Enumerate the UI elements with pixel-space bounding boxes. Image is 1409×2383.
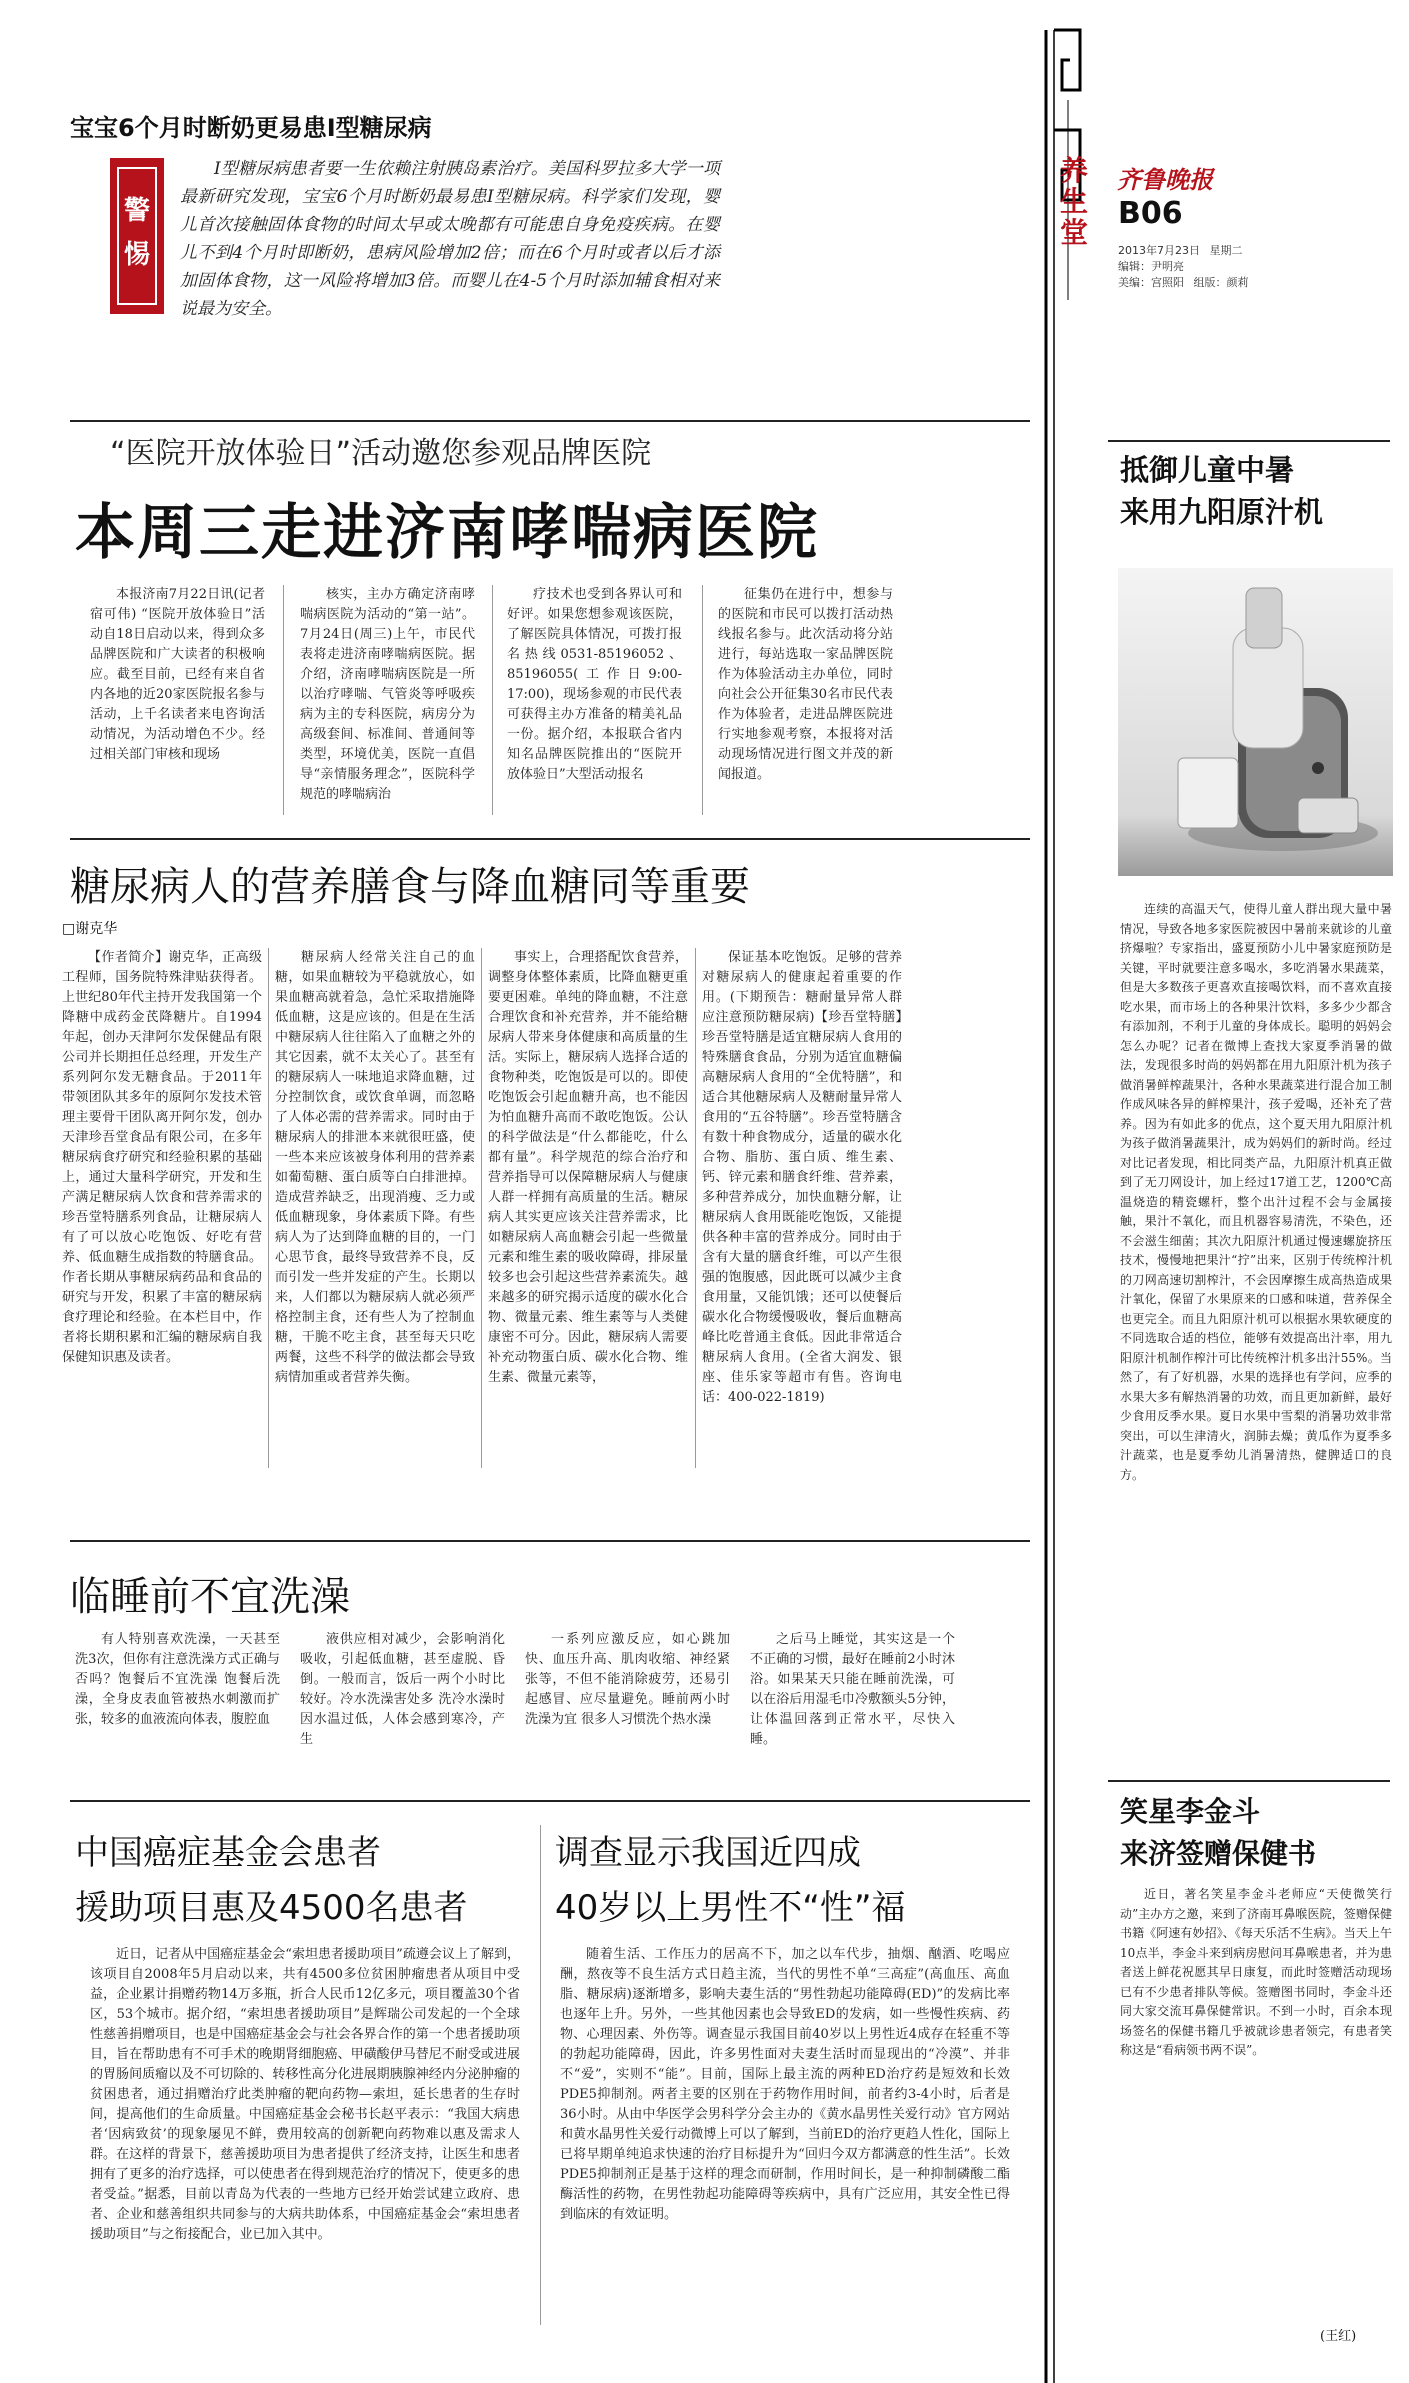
divider (540, 1825, 541, 2325)
alert-badge (110, 158, 164, 314)
diabetes-col-4: 保证基本吃饱饭。足够的营养对糖尿病人的健康起着重要的作用。(下期预告：糖耐量异常人群应注意预防糖尿病)【珍吾堂特膳】珍吾堂特膳是适宜糖尿病人食用的特殊膳食食品，分别为适宜血糖偏高糖尿病人食用的“全优特膳”，和适合其他糖尿病人及糖耐量异常人食用的“五谷特膳”。珍吾堂特膳含有数十种食物成分，适量的碳水化合物、脂肪、蛋白质、维生素、钙、锌元素和膳食纤维、营养素，多种营养成分，加快血糖分解，让糖尿病人食用既能吃饱饭，又能提供各种丰富的营养成分。同时由于含有大量的膳食纤维，可以产生很强的饱腹感，因此既可以减少主食食用量，又能饥饿；还可以使餐后碳水化合物缓慢吸收，餐后血糖高峰比吃普通主食低。因此非常适合糖尿病人食用。(全省大润发、银座、佳乐家等超市有售。咨询电话：400-022-1819) (702, 950, 902, 1405)
comedian-headline-line2: 来济签赠保健书 (1120, 1837, 1317, 1870)
comedian-headline-line1: 笑星李金斗 (1120, 1795, 1261, 1828)
diabetes-col-1: 【作者简介】谢克华，正高级工程师，国务院特殊津贴获得者。上世纪80年代主持开发我国第一个降糖中成药金芪降糖片。自1994年起，创办天津阿尔发保健品有限公司并长期担任总经理，开发生产系列阿尔发无糖食品。于2011年带领团队其多年的原阿尔发技术管理主要骨干团队离开阿尔发，创办天津珍吾堂食品有限公司，在多年糖尿病食疗研究和经验积累的基础上，通过大量科学研究，开发和生产满足糖尿病人饮食和营养需求的珍吾堂特膳系列食品，让糖尿病人有了可以放心吃饱饭、好吃有营养、低血糖生成指数的特膳食品。作者长期从事糖尿病药品和食品的研究与开发，积累了丰富的糖尿病食疗理论和经验。在本栏目中，作者将长期积累和汇编的糖尿病自我保健知识惠及读者。 (62, 950, 262, 1365)
cancer-headline-line2: 援助项目惠及4500名患者 (75, 1888, 468, 1928)
bath-col-4: 之后马上睡觉，其实这是一个不正确的习惯，最好在睡前2小时沐浴。如果某天只能在睡前洗澡，可以在浴后用湿毛巾冷敷额头5分钟，让体温回落到正常水平，尽快入睡。 (750, 1632, 955, 1747)
hospital-kicker: “医院开放体验日”活动邀您参观品牌医院 (110, 436, 652, 471)
hospital-col-4: 征集仍在进行中，想参与的医院和市民可以拨打活动热线报名参与。此次活动将分站进行，每站选取一家品牌医院作为体验活动主办单位，同时向社会公开征集30名市民代表作为体验者，走进品牌医院进行实地参观考察，本报将对活动现场情况进行图文并茂的新闻报道。 (718, 587, 893, 782)
issue-weekday: 星期二 (1209, 244, 1243, 257)
bath-col-2: 液供应相对减少，会影响消化吸收，引起低血糖，甚至虚脱、昏倒。一般而言，饭后一两个小时比较好。冷水洗澡害处多 洗冷水澡时因水温过低，人体会感到寒冷，产生 (300, 1632, 505, 1747)
issue-date: 2013年7月23日 (1118, 244, 1200, 257)
alert-body: I型糖尿病患者要一生依赖注射胰岛素治疗。美国科罗拉多大学一项最新研究发现，宝宝6个月时断奶最易患I型糖尿病。科学家们发现，婴儿首次接触固体食物的时间太早或太晚都有可能患自身免疫疾病。在婴儿不到4个月时即断奶，患病风险增加2倍；而在6个月时或者以后才添加固体食物，这一风险将增加3倍。而婴儿在4-5个月时添加辅食相对来说最为安全。 (180, 159, 720, 319)
editor-credit: 编辑：尹明亮 (1118, 260, 1184, 273)
heatstroke-body: 连续的高温天气，使得儿童人群出现大量中暑情况，导致各地多家医院被因中暑前来就诊的儿童挤爆啦？专家指出，盛夏预防小儿中暑家庭预防是关键，平时就要注意多喝水，多吃消暑水果蔬菜，但是大多数孩子更喜欢直接喝饮料，而不喜欢直接吃水果，而市场上的各种果汁饮料，多多少少都含有添加剂，不利于儿童的身体成长。聪明的妈妈会怎么办呢？记者在微博上查找大家夏季消暑的做法，发现很多时尚的妈妈都在用九阳原汁机为孩子做消暑鲜榨蔬果汁，各种水果蔬菜进行混合加工制作成风味各异的鲜榨果汁，孩子爱喝，还补充了营养。因为有如此多的优点，这个夏天用九阳原汁机为孩子做消暑蔬果汁，成为妈妈们的新时尚。经过对比记者发现，相比同类产品，九阳原汁机真正做到了无刀网设计，加上经过17道工艺，1200℃高温烧造的精瓷螺杆，整个出汁过程不会与金属接触，果汁不氧化，而且机器容易清洗，不染色，还不会滋生细菌；其次九阳原汁机通过慢速螺旋挤压技术，慢慢地把果汁“拧”出来，区别于传统榨汁机的刀网高速切割榨汁，不会因摩擦生成高热造成果汁氧化，保留了水果原来的口感和味道，营养保全也更完全。而且九阳原汁机可以根据水果软硬度的不同选取合适的档位，能够有效提高出汁率，用九阳原汁机制作榨汁可比传统榨汁机多出汁55%。当然了，有了好机器，水果的选择也有学问，应季的水果大多有解热消暑的功效，而且更加新鲜，最好少食用反季水果。夏日水果中雪梨的消暑功效非常突出，可以生津清火，润肺去燥；黄瓜作为夏季多汁蔬菜，也是夏季幼儿消暑清热，健脾适口的良方。 (1120, 902, 1392, 1482)
alert-headline: 宝宝6个月时断奶更易患I型糖尿病 (70, 114, 432, 142)
section-title: 养生堂 (1060, 154, 1089, 249)
juicer-icon (1118, 568, 1393, 876)
hospital-col-3: 疗技术也受到各界认可和好评。如果您想参观该医院，了解医院具体情况，可拨打报名热线0531-85196052、85196055(工作日9:00-17:00)，现场参观的市民代表可获得主办方准备的精美礼品一份。据介绍，本报联合省内知名品牌医院推出的“医院开放体验日”大型活动报名 (507, 587, 682, 782)
comedian-body: 近日，著名笑星李金斗老师应“天使微笑行动”主办方之邀，来到了济南耳鼻喉医院，签赠保健书籍《阿速有妙招》、《每天乐活不生病》。当天上午10点半，李金斗来到病房慰问耳鼻喉患者，并为患者送上鲜花祝愿其早日康复，而此时签赠活动现场已有不少患者排队等候。签赠图书同时，李金斗还同大家交流耳鼻保健常识。不到一小时，百余本现场签名的保健书籍几乎被就诊患者领完，有患者笑称这是“看病领书两不误”。 (1120, 1887, 1392, 2057)
rule-diabetes (70, 838, 1030, 840)
alert-article (70, 100, 1030, 390)
heatstroke-headline-line1: 抵御儿童中暑 (1120, 453, 1295, 487)
hospital-col-1: 本报济南7月22日讯(记者 宿可伟) “医院开放体验日”活动自18日启动以来，得到众多品牌医院和广大读者的积极响应。截至目前，已经有来自省内各地的近20家医院报名参与活动，上千名读者来电咨询活动情况，为活动增色不少。经过相关部门审核和现场 (90, 587, 265, 762)
divider (268, 948, 269, 1468)
hospital-col-2: 核实，主办方确定济南哮喘病医院为活动的“第一站”。7月24日(周三)上午，市民代表将走进济南哮喘病医院。据介绍，济南哮喘病医院是一所以治疗哮喘、气管炎等呼吸疾病为主的专科医院，病房分为高级套间、标准间、普通间等类型，环境优美，医院一直倡导“亲情服务理念”，医院科学规范的哮喘病治 (300, 587, 475, 802)
decorative-border (1040, 0, 1085, 2383)
alert-badge-text: 警惕 (124, 196, 151, 270)
rule-bath (70, 1540, 1030, 1542)
divider (481, 948, 482, 1468)
page-number: B06 (1118, 196, 1183, 231)
paper-name: 齐鲁晚报 (1117, 165, 1213, 194)
rule-hospital (70, 420, 1030, 422)
divider (695, 948, 696, 1468)
divider (283, 585, 284, 815)
hospital-headline: 本周三走进济南哮喘病医院 (75, 498, 819, 568)
bath-headline: 临睡前不宜洗澡 (70, 1574, 350, 1620)
bath-col-1: 有人特别喜欢洗澡，一天甚至洗3次，但你有注意洗澡方式正确与否吗？饱餐后不宜洗澡 饱餐后洗澡，全身皮表血管被热水刺激而扩张，较多的血液流向体表，腹腔血 (75, 1632, 280, 1727)
rule-cancer (70, 1800, 1030, 1802)
cancer-headline-line1: 中国癌症基金会患者 (75, 1833, 381, 1873)
masthead (1050, 150, 1350, 330)
diabetes-col-3: 事实上，合理搭配饮食营养，调整身体整体素质，比降血糖更重要更困难。单纯的降血糖，不注意合理饮食和补充营养，并不能给糖尿病人带来身体健康和高质量的生活。实际上，糖尿病人选择合适的食物种类，吃饱饭是可以的。即使吃饱饭会引起血糖升高，也不能因为怕血糖升高而不敢吃饱饭。公认的科学做法是“什么都能吃，什么都有量”。科学规范的综合治疗和营养指导可以保障糖尿病人与健康人群一样拥有高质量的生活。糖尿病人其实更应该关注营养需求，比如糖尿病人高血糖会引起一些微量元素和维生素的吸收障碍，排尿量较多也会引起这些营养素流失。越来越多的研究揭示适度的碳水化合物、微量元素、维生素等与人类健康密不可分。因此，糖尿病人需要补充动物蛋白质、碳水化合物、维生素、微量元素等， (488, 950, 688, 1385)
designer-credit: 美编：宫照阳 (1118, 276, 1184, 289)
diabetes-byline: □谢克华 (62, 921, 118, 937)
proof-credit: 组版：颜莉 (1193, 276, 1249, 289)
diabetes-col-2: 糖尿病人经常关注自己的血糖，如果血糖较为平稳就放心，如果血糖高就着急，急忙采取措施降低血糖，这是应该的。但是在生活中糖尿病人往往陷入了血糖之外的其它因素，就不太关心了。甚至有的糖尿病人一味地追求降血糖，过分控制饮食，或饮食单调，而忽略了人体必需的营养需求。同时由于糖尿病人的排泄本来就很旺盛，使一些本来应该被身体利用的营养素如葡萄糖、蛋白质等白白排泄掉。造成营养缺乏，出现消瘦、乏力或低血糖现象，身体素质下降。有些病人为了达到降血糖的目的，一门心思节食，最终导致营养不良，反而引发一些并发症的产生。长期以来，人们都以为糖尿病人就必须严格控制主食，还有些人为了控制血糖，干脆不吃主食，甚至每天只吃两餐，这些不科学的做法都会导致病情加重或者营养失衡。 (275, 950, 475, 1385)
juicer-photo (1118, 568, 1393, 876)
rule-right (1108, 440, 1390, 442)
diabetes-headline: 糖尿病人的营养膳食与降血糖同等重要 (70, 864, 750, 910)
survey-body: 随着生活、工作压力的居高不下，加之以车代步，抽烟、酗酒、吃喝应酬，熬夜等不良生活方式日趋主流，当代的男性不单“三高症”(高血压、高血脂、糖尿病)逐渐增多，影响夫妻生活的“男性勃起功能障碍(ED)”的发病比率也逐年上升。另外，一些其他因素也会导致ED的发病，如一些慢性疾病、药物、心理因素、外伤等。调查显示我国目前40岁以上男性近4成存在轻重不等的勃起功能障碍，因此，许多男性面对夫妻生活时而显现出的“冷漠”、并非不“爱”，实则不“能”。目前，国际上最主流的两种ED治疗药是短效和长效PDE5抑制剂。两者主要的区别在于药物作用时间，前者约3-4小时，后者是36小时。从由中华医学会男科学分会主办的《黄水晶男性关爱行动》官方网站和黄水晶男性关爱行动微博上可以了解到，当前ED的治疗更趋人性化，国际上已将早期单纯追求快速的治疗目标提升为“回归今双方都满意的性生活”。长效PDE5抑制剂正是基于这样的理念而研制，作用时间长，是一种抑制磷酸二酯酶活性的药物，在男性勃起功能障碍等疾病中，具有广泛应用，其安全性已得到临床的有效证明。 (560, 1947, 1010, 2222)
survey-headline-line1: 调查显示我国近四成 (555, 1833, 861, 1873)
heatstroke-headline-line2: 来用九阳原汁机 (1120, 495, 1324, 529)
rule-comedian (1108, 1780, 1390, 1782)
divider (702, 585, 703, 815)
survey-headline-line2: 40岁以上男性不“性”福 (555, 1888, 906, 1928)
comedian-signature: (王红) (1320, 2329, 1357, 2344)
bath-col-3: 一系列应激反应，如心跳加快、血压升高、肌肉收缩、神经紧张等，不但不能消除疲劳，还易引起感冒、应尽量避免。睡前两小时洗澡为宜 很多人习惯洗个热水澡 (525, 1632, 730, 1727)
divider (492, 585, 493, 815)
cancer-body: 近日，记者从中国癌症基金会“索坦患者援助项目”疏遵会议上了解到，该项目自2008年5月启动以来，共有4500多位贫困肿瘤患者从项目中受益，企业累计捐赠药物14万多瓶，折合人民币12亿多元，项目覆盖30个省区，53个城市。据介绍，“索坦患者援助项目”是辉瑞公司发起的一个全球性慈善捐赠项目，也是中国癌症基金会与社会各界合作的第一个患者援助项目，旨在帮助患有不可手术的晚期肾细胞癌、甲磺酸伊马替尼不耐受或进展的胃肠间质瘤以及不可切除的、转移性高分化进展期胰腺神经内分泌肿瘤的贫困患者，通过捐赠治疗此类肿瘤的靶向药物—索坦，延长患者的生存时间，提高他们的生命质量。中国癌症基金会秘书长赵平表示：“我国大病患者‘因病致贫’的现象屡见不鲜，费用较高的创新靶向药物难以惠及需求人群。在这样的背景下，慈善援助项目为患者提供了经济支持，让医生和患者拥有了更多的治疗选择，可以使患者在得到规范治疗的情况下，使更多的患者受益。”据悉，目前以青岛为代表的一些地方已经开始尝试建立政府、患者、企业和慈善组织共同参与的大病共助体系，中国癌症基金会“索坦患者援助项目”与之衔接配合，业已加入其中。 (90, 1947, 520, 2242)
